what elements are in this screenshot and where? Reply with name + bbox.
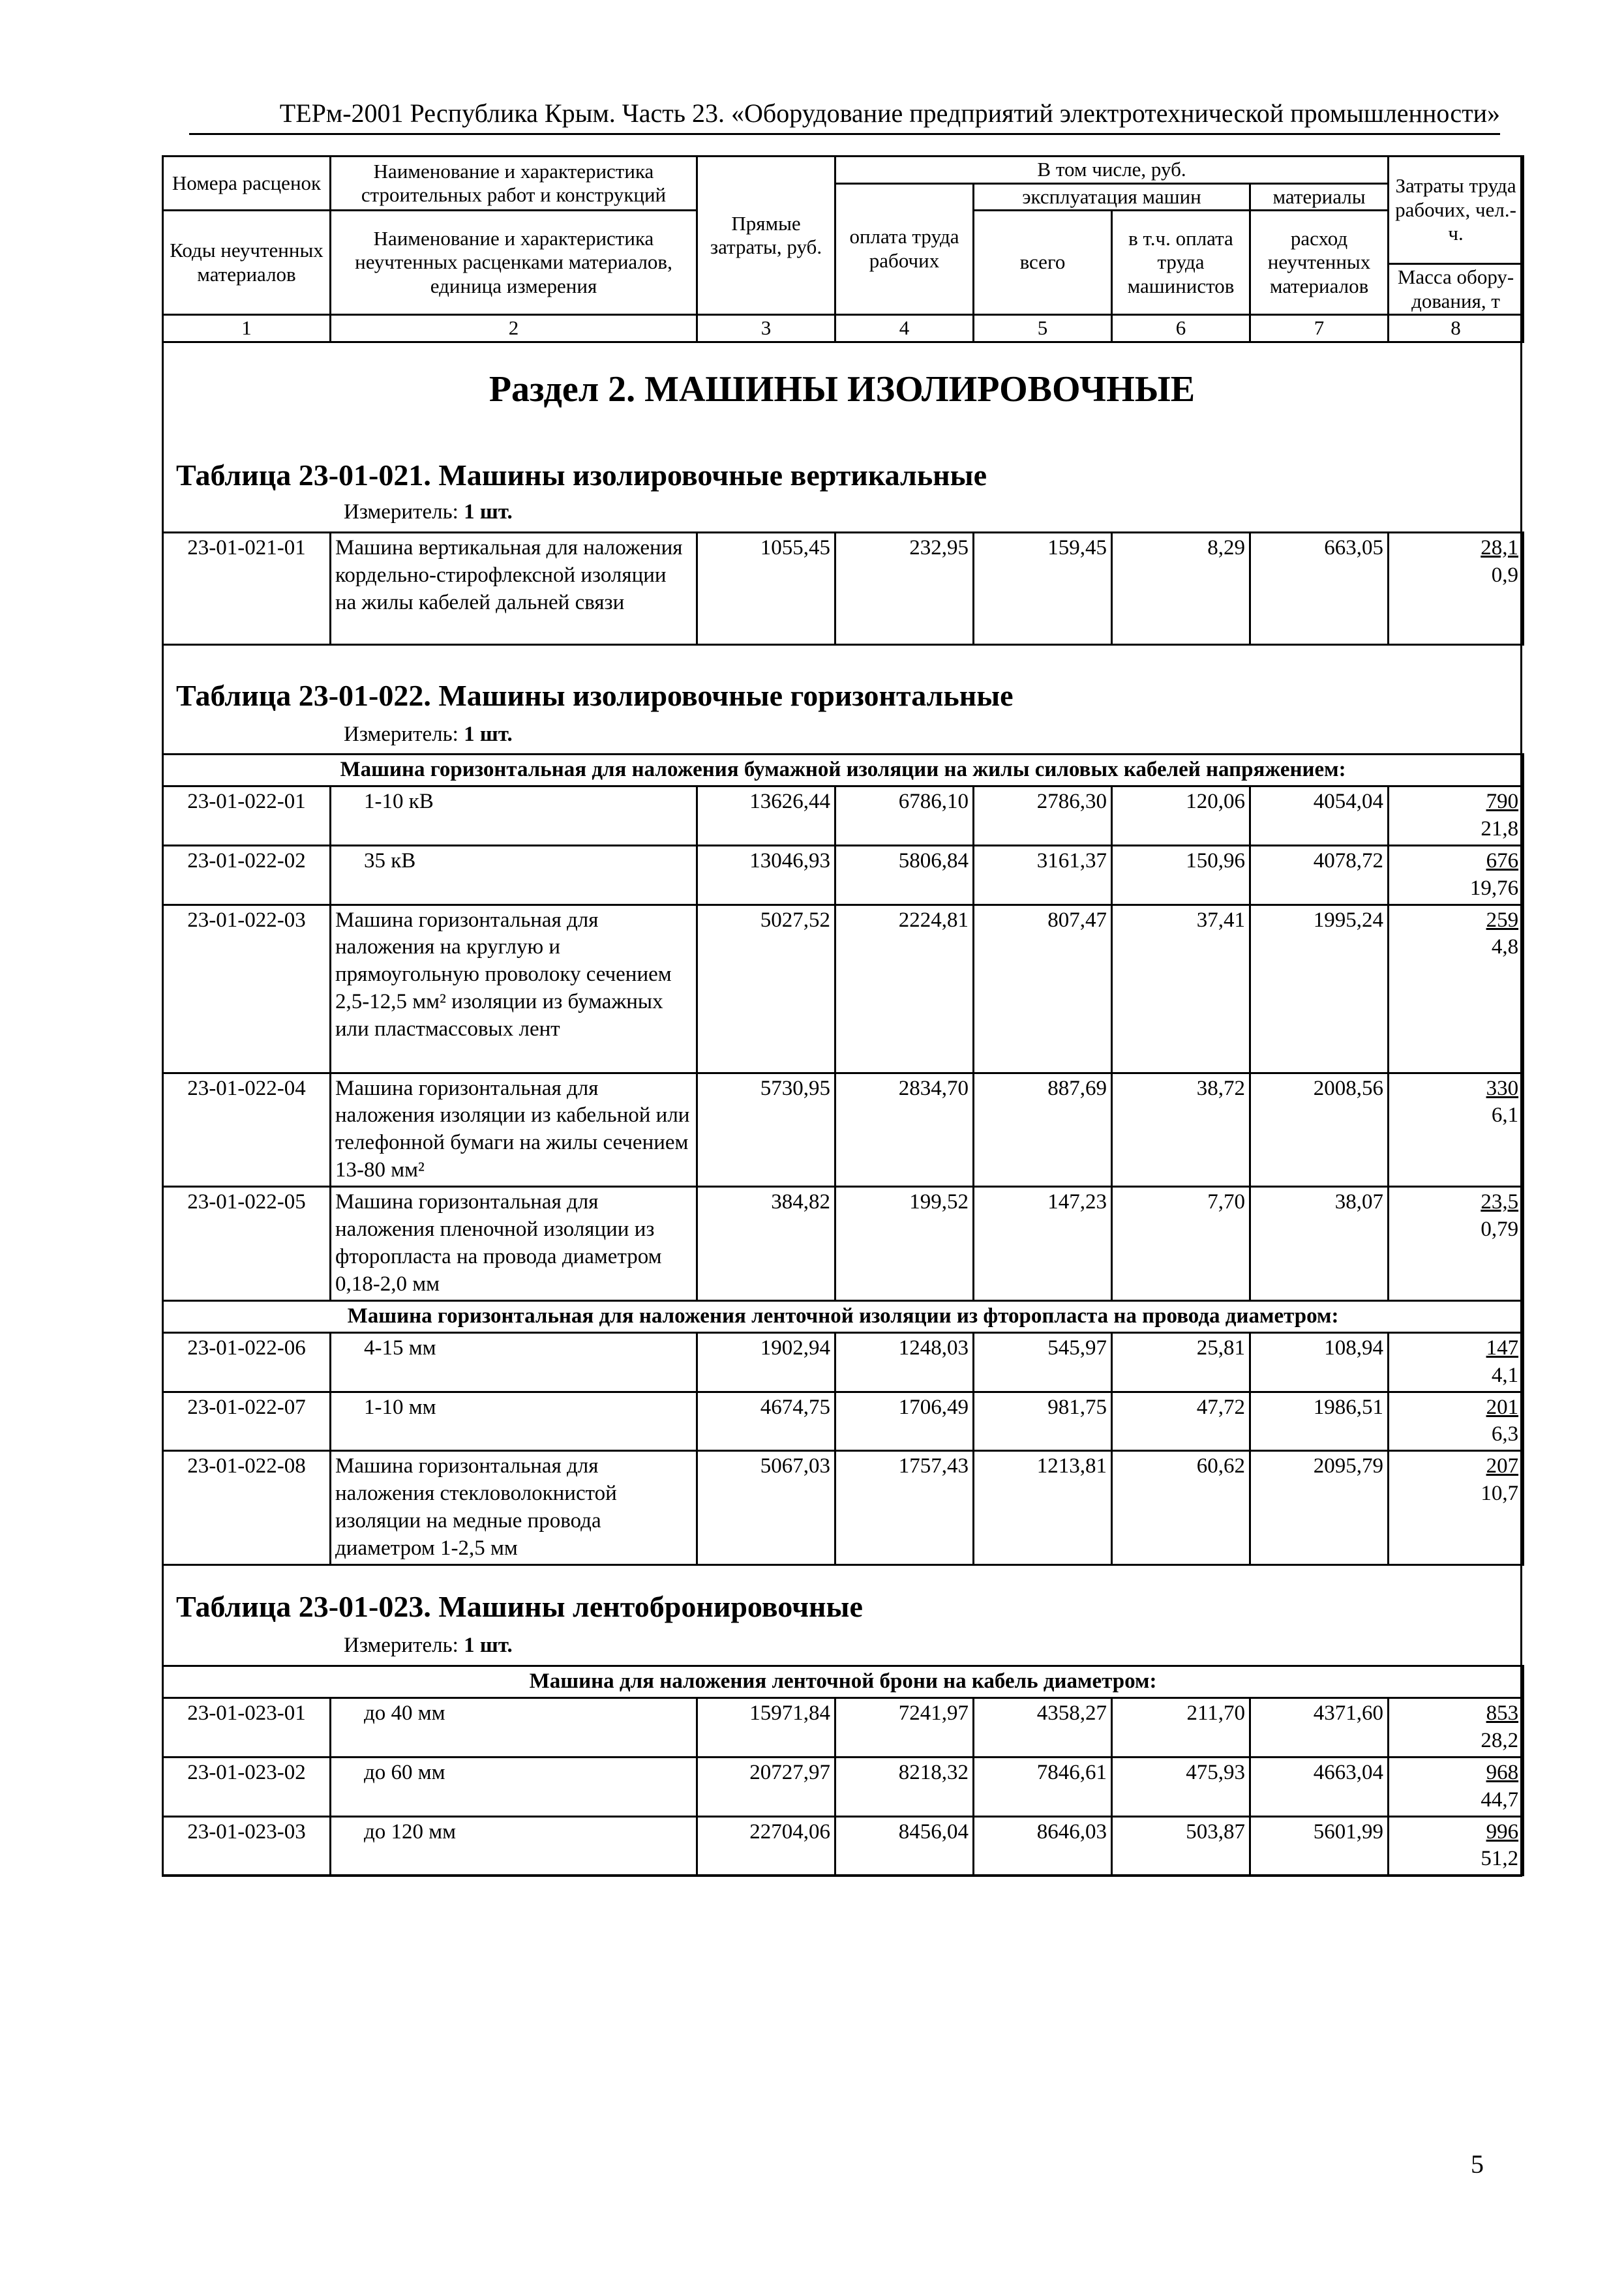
equipment-mass: 21,8 (1481, 816, 1519, 841)
labor-hours: 996 (1486, 1819, 1519, 1844)
col-header-worker-pay: оплата труда рабочих (835, 183, 974, 315)
rate-code: 23-01-022-03 (163, 905, 331, 1073)
equipment-mass: 0,79 (1481, 1218, 1519, 1242)
subheading: Машина для наложения ленточной брони на кабель диаметром: (163, 1666, 1524, 1698)
labor-hours: 790 (1486, 789, 1519, 813)
equipment-mass: 4,1 (1491, 1363, 1519, 1387)
rate-code: 23-01-022-01 (163, 786, 331, 845)
table-title: Таблица 23-01-022. Машины изолировочные горизонтальные (176, 679, 1014, 712)
equipment-mass: 19,76 (1469, 876, 1519, 900)
labor-mass-cell (1389, 1757, 1524, 1816)
worker-pay: 5806,84 (835, 845, 974, 905)
col-number: 4 (835, 315, 974, 342)
work-name: 1-10 мм (331, 1392, 697, 1451)
labor-hours: 330 (1486, 1076, 1519, 1100)
subheading: Машина горизонтальная для наложения бумажной изоляции на жилы силовых кабелей напряжением: (163, 755, 1524, 786)
direct-costs: 5027,52 (697, 905, 835, 1073)
worker-pay: 2224,81 (835, 905, 974, 1073)
rate-code: 23-01-022-02 (163, 845, 331, 905)
worker-pay: 1706,49 (835, 1392, 974, 1451)
operator-pay: 7,70 (1112, 1187, 1250, 1301)
col-number: 6 (1112, 315, 1250, 342)
col-number: 2 (331, 315, 697, 342)
equipment-mass: 6,3 (1491, 1422, 1519, 1446)
col-header-including: В том числе, руб. (835, 157, 1389, 184)
work-name: 35 кВ (331, 845, 697, 905)
operator-pay: 211,70 (1112, 1698, 1250, 1757)
direct-costs: 384,82 (697, 1187, 835, 1301)
subheading: Машина горизонтальная для наложения ленточной изоляции из фторопласта на провода диаметром: (163, 1300, 1524, 1332)
column-header-table (162, 155, 1524, 343)
materials: 4078,72 (1250, 845, 1389, 905)
table-row (163, 1451, 1524, 1565)
col-number: 7 (1250, 315, 1389, 342)
machines-total: 887,69 (974, 1073, 1112, 1187)
materials: 38,07 (1250, 1187, 1389, 1301)
operator-pay: 8,29 (1112, 533, 1250, 645)
direct-costs: 1902,94 (697, 1332, 835, 1392)
machines-total: 1213,81 (974, 1451, 1112, 1565)
labor-hours: 23,5 (1481, 1190, 1519, 1214)
operator-pay: 37,41 (1112, 905, 1250, 1073)
table-row (163, 1073, 1524, 1187)
operator-pay: 120,06 (1112, 786, 1250, 845)
equipment-mass: 44,7 (1481, 1788, 1519, 1812)
machines-total: 3161,37 (974, 845, 1112, 905)
machines-total: 2786,30 (974, 786, 1112, 845)
table-row (163, 533, 1524, 645)
labor-mass-cell (1389, 1073, 1524, 1187)
measure-label: Измеритель: (344, 723, 459, 746)
col-header-work-name: Наименование и характеристика строительных работ и конструкций (331, 157, 697, 211)
work-name: Машина горизонтальная для наложения стекловолокнистой изоляции на медные провода диаметром 1-2,5 мм (331, 1451, 697, 1565)
rate-code: 23-01-023-01 (163, 1698, 331, 1757)
table-row (163, 1698, 1524, 1757)
direct-costs: 5067,03 (697, 1451, 835, 1565)
machines-total: 4358,27 (974, 1698, 1112, 1757)
rate-code: 23-01-021-01 (163, 533, 331, 645)
table-title: Таблица 23-01-023. Машины лентобронировочные (176, 1590, 863, 1623)
labor-mass-cell (1389, 905, 1524, 1073)
measure-label: Измеритель: (344, 500, 459, 524)
worker-pay: 7241,97 (835, 1698, 974, 1757)
direct-costs: 4674,75 (697, 1392, 835, 1451)
equipment-mass: 4,8 (1491, 935, 1519, 959)
page-number: 5 (1471, 2149, 1484, 2179)
machines-total: 147,23 (974, 1187, 1112, 1301)
labor-hours: 676 (1486, 848, 1519, 873)
work-name: Машина горизонтальная для наложения изоляции из кабельной или телефонной бумаги на жилы сечением 13-80 мм² (331, 1073, 697, 1187)
table-row (163, 1332, 1524, 1392)
operator-pay: 38,72 (1112, 1073, 1250, 1187)
worker-pay: 1248,03 (835, 1332, 974, 1392)
materials: 4663,04 (1250, 1757, 1389, 1816)
table-row (163, 786, 1524, 845)
subheading-row (163, 755, 1524, 786)
table-title: Таблица 23-01-021. Машины изолировочные вертикальные (176, 458, 987, 492)
labor-hours: 259 (1486, 908, 1519, 932)
worker-pay: 232,95 (835, 533, 974, 645)
col-header-equipment-mass: Масса обору-дования, т (1389, 264, 1524, 315)
worker-pay: 8218,32 (835, 1757, 974, 1816)
measure-unit: 1 шт. (464, 723, 513, 746)
labor-mass-cell (1389, 1816, 1524, 1876)
equipment-mass: 10,7 (1481, 1482, 1519, 1506)
measure-label: Измеритель: (344, 1634, 459, 1657)
work-name: 4-15 мм (331, 1332, 697, 1392)
table-row (163, 1392, 1524, 1451)
labor-hours: 853 (1486, 1701, 1519, 1725)
labor-hours: 207 (1486, 1454, 1519, 1478)
rate-code: 23-01-022-08 (163, 1451, 331, 1565)
col-header-machines-total: всего (974, 211, 1112, 315)
col-header-labor-hours: Затраты труда рабочих, чел.-ч. (1389, 157, 1524, 264)
labor-mass-cell (1389, 1332, 1524, 1392)
col-header-machines: эксплуатация машин (974, 183, 1250, 211)
table-row (163, 1187, 1524, 1301)
section-title: Раздел 2. МАШИНЫ ИЗОЛИРОВОЧНЫЕ (489, 369, 1195, 410)
table-row (163, 1757, 1524, 1816)
materials: 663,05 (1250, 533, 1389, 645)
labor-mass-cell (1389, 786, 1524, 845)
operator-pay: 503,87 (1112, 1816, 1250, 1876)
direct-costs: 1055,45 (697, 533, 835, 645)
operator-pay: 60,62 (1112, 1451, 1250, 1565)
work-name: до 120 мм (331, 1816, 697, 1876)
labor-hours: 968 (1486, 1760, 1519, 1784)
labor-hours: 28,1 (1481, 536, 1518, 560)
rate-code: 23-01-022-05 (163, 1187, 331, 1301)
labor-mass-cell (1389, 1392, 1524, 1451)
work-name: до 40 мм (331, 1698, 697, 1757)
operator-pay: 475,93 (1112, 1757, 1250, 1816)
labor-mass-cell (1389, 533, 1524, 645)
materials: 4371,60 (1250, 1698, 1389, 1757)
measure-unit: 1 шт. (464, 1634, 513, 1657)
materials: 108,94 (1250, 1332, 1389, 1392)
machines-total: 8646,03 (974, 1816, 1112, 1876)
worker-pay: 199,52 (835, 1187, 974, 1301)
labor-hours: 147 (1486, 1336, 1519, 1360)
direct-costs: 20727,97 (697, 1757, 835, 1816)
rate-code: 23-01-022-07 (163, 1392, 331, 1451)
equipment-mass: 28,2 (1481, 1728, 1519, 1752)
price-table-021 (162, 531, 1524, 646)
labor-mass-cell (1389, 1451, 1524, 1565)
machines-total: 981,75 (974, 1392, 1112, 1451)
col-header-materials: материалы (1250, 183, 1389, 211)
col-header-material-name: Наименование и характеристика неучтенных расценками материалов, единица измерения (331, 211, 697, 315)
page-header: ТЕРм-2001 Республика Крым. Часть 23. «Оборудование предприятий электротехнической промышленности» (279, 98, 1500, 128)
col-header-unaccounted-materials: расход неучтенных материалов (1250, 211, 1389, 315)
worker-pay: 1757,43 (835, 1451, 974, 1565)
work-name: Машина горизонтальная для наложения на круглую и прямоугольную проволоку сечением 2,5-12,5 мм² изоляции из бумажных или пластмассовых лент (331, 905, 697, 1073)
materials: 2008,56 (1250, 1073, 1389, 1187)
col-header-codes: Номера расценок (163, 157, 331, 211)
labor-mass-cell (1389, 845, 1524, 905)
work-name: 1-10 кВ (331, 786, 697, 845)
col-number: 8 (1389, 315, 1524, 342)
table-row (163, 845, 1524, 905)
labor-hours: 201 (1486, 1395, 1519, 1419)
materials: 1986,51 (1250, 1392, 1389, 1451)
machines-total: 807,47 (974, 905, 1112, 1073)
col-header-direct-costs: Прямые затраты, руб. (697, 157, 835, 315)
direct-costs: 13626,44 (697, 786, 835, 845)
measure-unit: 1 шт. (464, 500, 513, 524)
worker-pay: 2834,70 (835, 1073, 974, 1187)
operator-pay: 150,96 (1112, 845, 1250, 905)
direct-costs: 15971,84 (697, 1698, 835, 1757)
col-number: 5 (974, 315, 1112, 342)
direct-costs: 22704,06 (697, 1816, 835, 1876)
rate-code: 23-01-022-04 (163, 1073, 331, 1187)
machines-total: 545,97 (974, 1332, 1112, 1392)
rate-code: 23-01-022-06 (163, 1332, 331, 1392)
materials: 2095,79 (1250, 1451, 1389, 1565)
equipment-mass: 6,1 (1491, 1103, 1519, 1128)
col-header-material-codes: Коды неучтенных материалов (163, 211, 331, 315)
machines-total: 159,45 (974, 533, 1112, 645)
measure-line (344, 723, 513, 747)
equipment-mass: 0,9 (1491, 563, 1518, 587)
col-number: 1 (163, 315, 331, 342)
price-table-022 (162, 753, 1524, 1566)
direct-costs: 13046,93 (697, 845, 835, 905)
materials: 5601,99 (1250, 1816, 1389, 1876)
direct-costs: 5730,95 (697, 1073, 835, 1187)
worker-pay: 8456,04 (835, 1816, 974, 1876)
col-header-operator-pay: в т.ч. оплата труда машинистов (1112, 211, 1250, 315)
rate-code: 23-01-023-03 (163, 1816, 331, 1876)
price-table-023 (162, 1665, 1524, 1876)
subheading-row (163, 1666, 1524, 1698)
materials: 1995,24 (1250, 905, 1389, 1073)
labor-mass-cell (1389, 1187, 1524, 1301)
subheading-row (163, 1300, 1524, 1332)
work-name: Машина горизонтальная для наложения пленочной изоляции из фторопласта на провода диаметром 0,18-2,0 мм (331, 1187, 697, 1301)
rate-code: 23-01-023-02 (163, 1757, 331, 1816)
labor-mass-cell (1389, 1698, 1524, 1757)
operator-pay: 25,81 (1112, 1332, 1250, 1392)
worker-pay: 6786,10 (835, 786, 974, 845)
table-row (163, 905, 1524, 1073)
work-name: Машина вертикальная для наложения кордельно-стирофлексной изоляции на жилы кабелей дальней связи (331, 533, 697, 645)
measure-line (344, 500, 513, 524)
equipment-mass: 51,2 (1481, 1847, 1519, 1871)
table-row (163, 1816, 1524, 1876)
measure-line (344, 1634, 513, 1658)
machines-total: 7846,61 (974, 1757, 1112, 1816)
operator-pay: 47,72 (1112, 1392, 1250, 1451)
header-rule (189, 133, 1500, 135)
materials: 4054,04 (1250, 786, 1389, 845)
col-number: 3 (697, 315, 835, 342)
work-name: до 60 мм (331, 1757, 697, 1816)
